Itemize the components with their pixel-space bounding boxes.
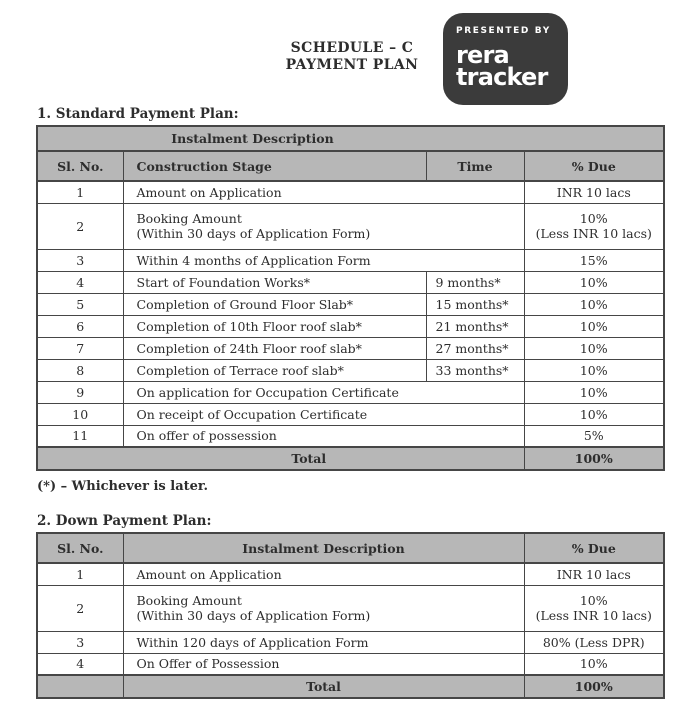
table-row	[37, 425, 664, 447]
down-payment-plan-table	[36, 532, 665, 699]
table1-col-slno: Sl. No.	[37, 151, 123, 181]
cell-slno: 1	[37, 563, 123, 585]
table-row	[37, 203, 664, 249]
table-row	[37, 653, 664, 675]
cell-stage: Within 4 months of Application Form	[123, 249, 524, 271]
cell-desc-line2: (Within 30 days of Application Form)	[136, 608, 371, 623]
cell-desc: Within 120 days of Application Form	[123, 631, 524, 653]
cell-desc-line1: Booking Amount	[136, 593, 242, 608]
cell-stage: Completion of 10th Floor roof slab*	[123, 315, 426, 337]
table2-col-slno: Sl. No.	[37, 533, 123, 563]
cell-due: 10%	[524, 653, 664, 675]
cell-stage: Completion of Ground Floor Slab*	[123, 293, 426, 315]
cell-due: 10%	[524, 315, 664, 337]
cell-due-line1: 10%	[579, 593, 608, 608]
cell-slno: 10	[37, 403, 123, 425]
cell-stage: Amount on Application	[123, 181, 524, 203]
table-row	[37, 359, 664, 381]
section2-heading: 2. Down Payment Plan:	[37, 513, 212, 529]
cell-slno: 2	[37, 585, 123, 631]
cell-slno: 9	[37, 381, 123, 403]
cell-slno: 1	[37, 181, 123, 203]
cell-due: 10%	[524, 271, 664, 293]
cell-due	[524, 203, 664, 249]
table1-span-header: Instalment Description	[37, 126, 664, 151]
cell-desc: Amount on Application	[123, 563, 524, 585]
cell-stage: Start of Foundation Works*	[123, 271, 426, 293]
cell-stage: On receipt of Occupation Certificate	[123, 403, 524, 425]
cell-desc: On Offer of Possession	[123, 653, 524, 675]
section1-heading: 1. Standard Payment Plan:	[37, 106, 239, 122]
table1-col-due: % Due	[524, 151, 664, 181]
page-title	[232, 40, 472, 74]
asterisk-footnote: (*) – Whichever is later.	[37, 479, 209, 494]
cell-due: 10%	[524, 381, 664, 403]
page-title-line1: SCHEDULE – C	[290, 40, 414, 56]
page-title-line2: PAYMENT PLAN	[285, 57, 419, 73]
table-row	[37, 315, 664, 337]
table-row	[37, 249, 664, 271]
cell-stage-line1: Booking Amount	[136, 211, 242, 226]
cell-time: 9 months*	[426, 271, 524, 293]
cell-time: 21 months*	[426, 315, 524, 337]
cell-slno: 8	[37, 359, 123, 381]
cell-slno: 4	[37, 271, 123, 293]
table1-total-label: Total	[37, 447, 524, 470]
brand-name-line2: tracker	[456, 63, 548, 91]
cell-due: INR 10 lacs	[524, 563, 664, 585]
table-row	[37, 585, 664, 631]
cell-slno: 3	[37, 249, 123, 271]
table-row	[37, 293, 664, 315]
table-row	[37, 631, 664, 653]
cell-desc	[123, 585, 524, 631]
table-row	[37, 381, 664, 403]
table2-total-empty-cell	[37, 675, 123, 698]
table1-col-time: Time	[426, 151, 524, 181]
rera-tracker-logo	[443, 13, 568, 105]
cell-slno: 3	[37, 631, 123, 653]
cell-due: INR 10 lacs	[524, 181, 664, 203]
table-row	[37, 403, 664, 425]
cell-due: 15%	[524, 249, 664, 271]
cell-time: 33 months*	[426, 359, 524, 381]
standard-payment-plan-table	[36, 125, 665, 471]
cell-slno: 2	[37, 203, 123, 249]
cell-due	[524, 585, 664, 631]
table1-span-header-row	[37, 126, 664, 151]
table-row	[37, 337, 664, 359]
cell-stage-line2: (Within 30 days of Application Form)	[136, 226, 371, 241]
cell-time: 27 months*	[426, 337, 524, 359]
table2-column-header-row	[37, 533, 664, 563]
cell-stage: On offer of possession	[123, 425, 524, 447]
cell-due: 10%	[524, 359, 664, 381]
cell-stage: Completion of Terrace roof slab*	[123, 359, 426, 381]
cell-slno: 11	[37, 425, 123, 447]
cell-slno: 6	[37, 315, 123, 337]
table1-col-stage: Construction Stage	[123, 151, 426, 181]
presented-by-label: PRESENTED BY	[456, 26, 551, 36]
cell-due-line1: 10%	[579, 211, 608, 226]
cell-stage: On application for Occupation Certificate	[123, 381, 524, 403]
cell-slno: 7	[37, 337, 123, 359]
cell-due: 10%	[524, 337, 664, 359]
table1-total-value: 100%	[524, 447, 664, 470]
cell-due: 80% (Less DPR)	[524, 631, 664, 653]
table-row	[37, 271, 664, 293]
cell-slno: 4	[37, 653, 123, 675]
cell-slno: 5	[37, 293, 123, 315]
table2-col-due: % Due	[524, 533, 664, 563]
table2-col-desc: Instalment Description	[123, 533, 524, 563]
cell-due: 10%	[524, 403, 664, 425]
cell-stage: Completion of 24th Floor roof slab*	[123, 337, 426, 359]
brand-name-line1: rera	[456, 41, 509, 69]
cell-due: 5%	[524, 425, 664, 447]
cell-due-line2: (Less INR 10 lacs)	[535, 226, 652, 241]
table1-total-row	[37, 447, 664, 470]
table-row	[37, 181, 664, 203]
cell-stage	[123, 203, 524, 249]
table2-total-value: 100%	[524, 675, 664, 698]
table2-total-label: Total	[123, 675, 524, 698]
cell-due-line2: (Less INR 10 lacs)	[535, 608, 652, 623]
cell-due: 10%	[524, 293, 664, 315]
table1-column-header-row	[37, 151, 664, 181]
table-row	[37, 563, 664, 585]
table2-total-row	[37, 675, 664, 698]
cell-time: 15 months*	[426, 293, 524, 315]
